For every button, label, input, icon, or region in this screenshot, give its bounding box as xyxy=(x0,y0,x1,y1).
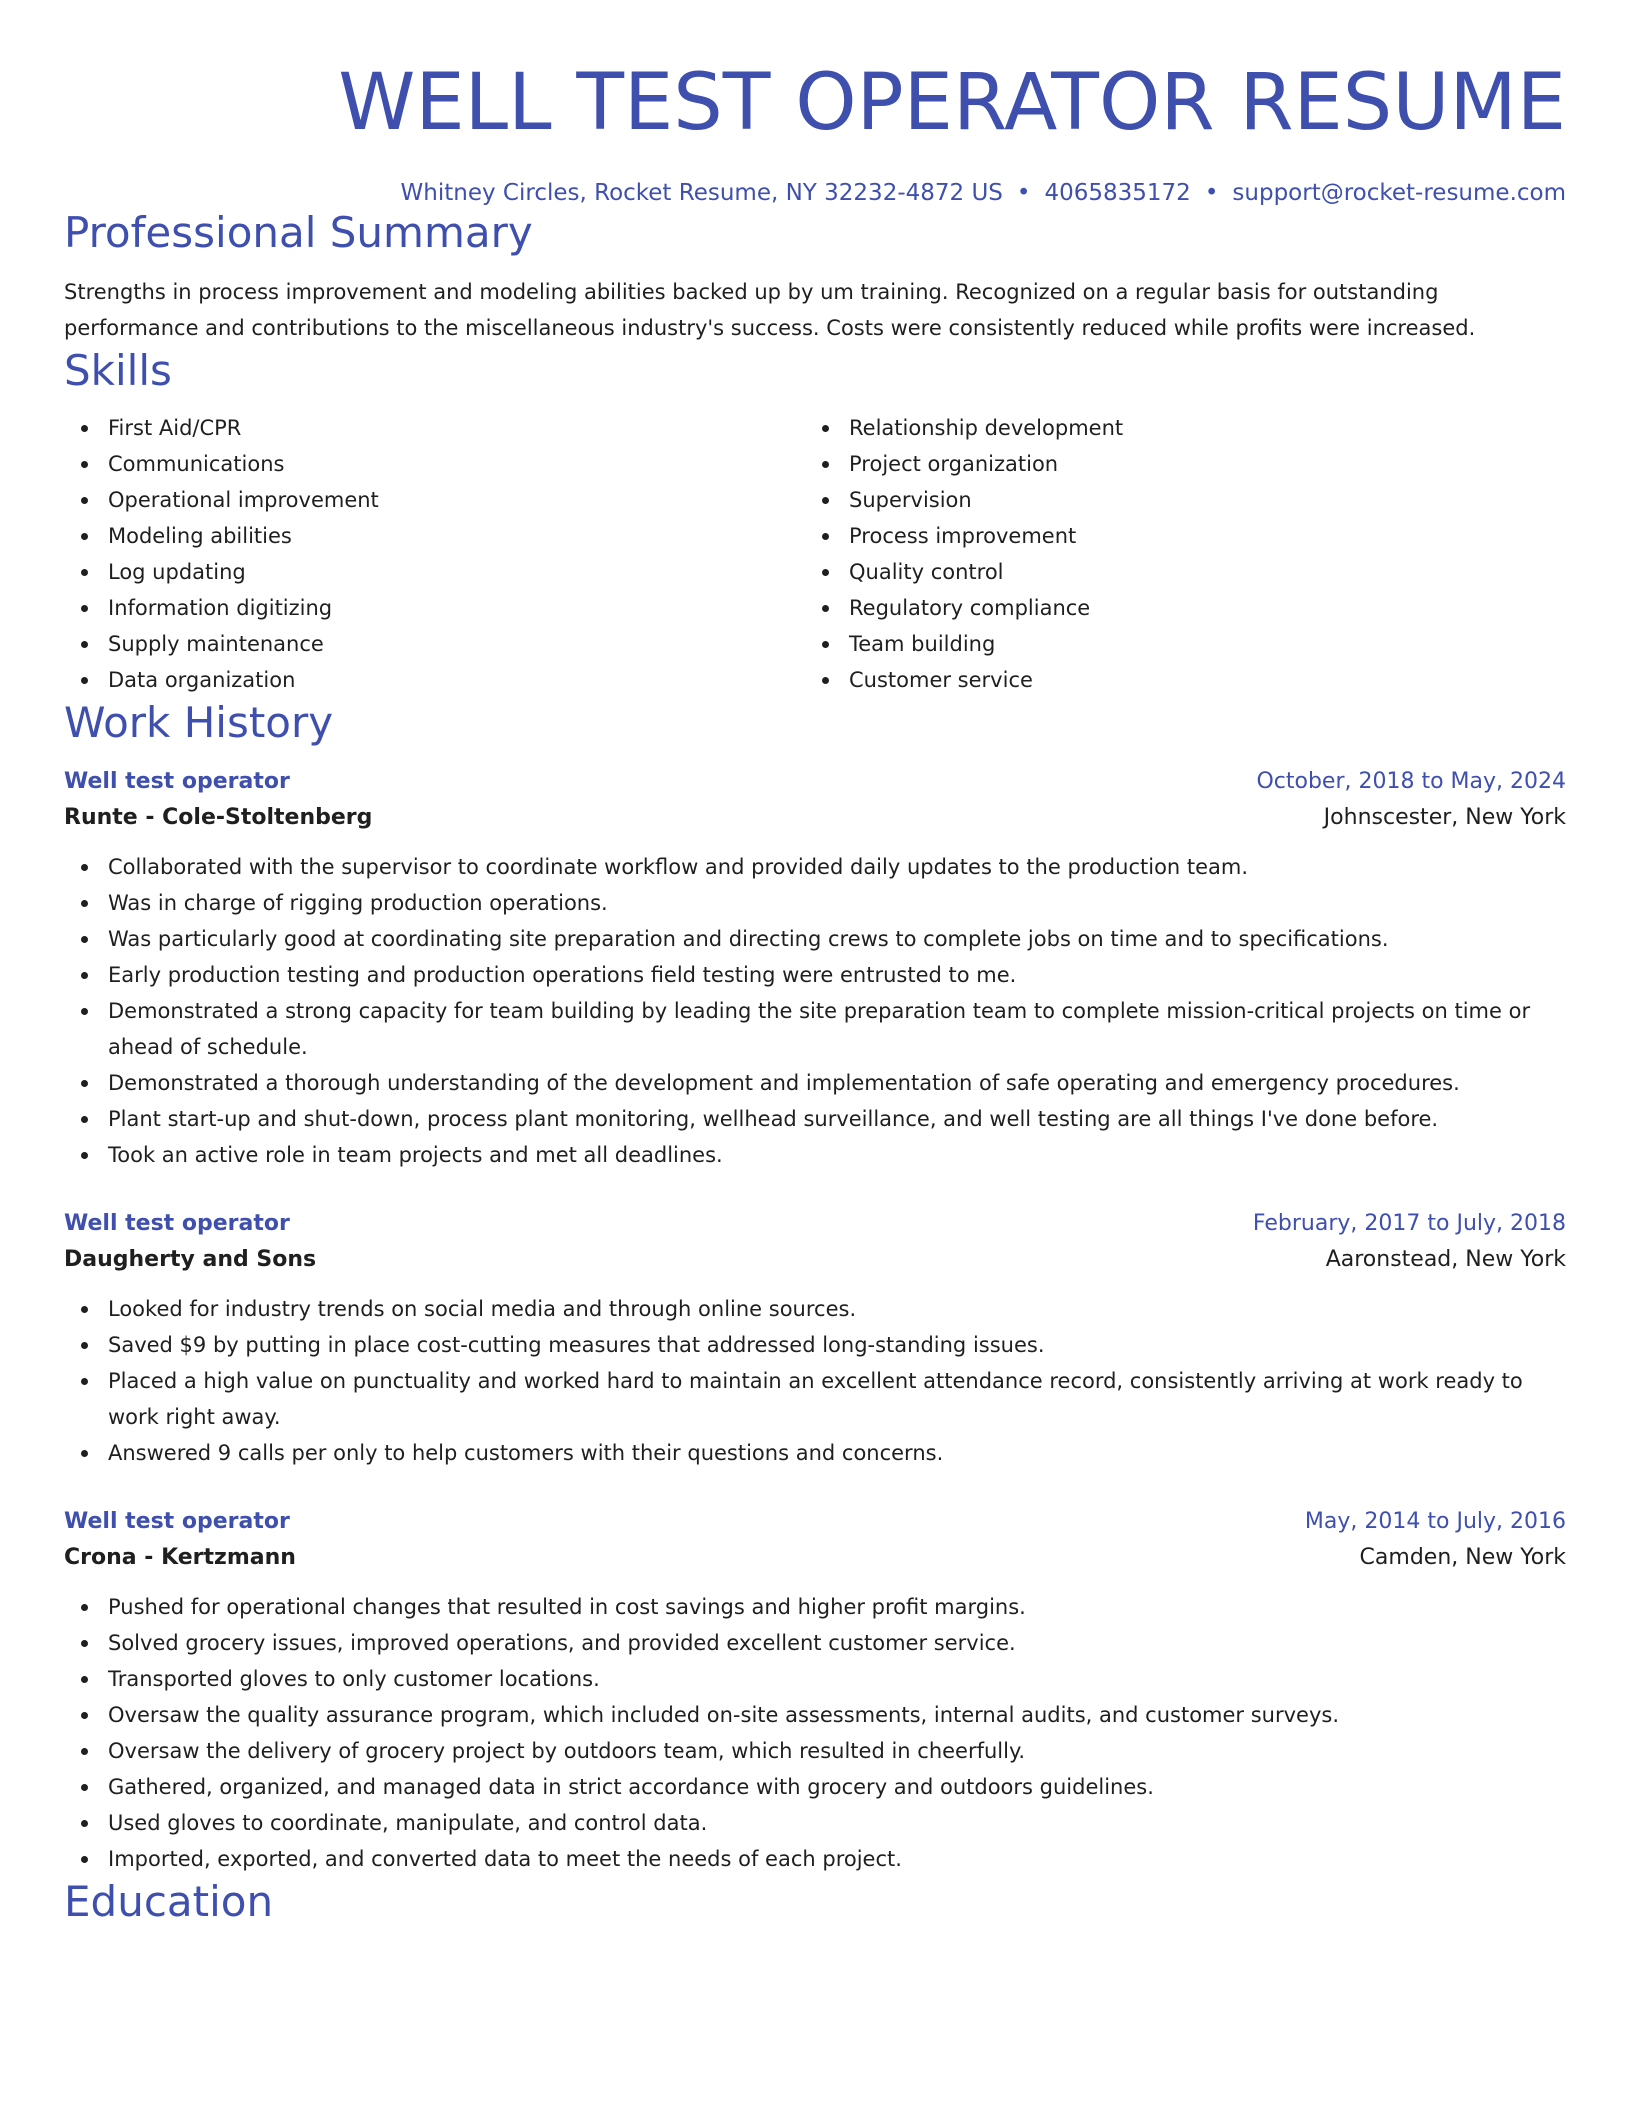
job-bullet: Solved grocery issues, improved operations, and provided excellent customer service. xyxy=(108,1625,1566,1661)
job-bullet: Saved $9 by putting in place cost-cutting measures that addressed long-standing issues. xyxy=(108,1327,1566,1363)
resume-title: WELL TEST OPERATOR RESUME xyxy=(338,58,1566,148)
job-title: Well test operator xyxy=(64,1508,290,1534)
job-bullet: Used gloves to coordinate, manipulate, and control data. xyxy=(108,1805,1566,1841)
job-bullets xyxy=(64,1291,1566,1471)
skills-list-right xyxy=(805,410,1546,698)
contact-email: support@rocket-resume.com xyxy=(1232,180,1566,206)
job-dates: May, 2014 to July, 2016 xyxy=(1304,1508,1566,1534)
job-dates: October, 2018 to May, 2024 xyxy=(1256,768,1566,794)
skill-item: Operational improvement xyxy=(108,482,805,518)
education-heading: Education xyxy=(64,1876,274,1926)
work-history-list xyxy=(64,765,1566,1877)
job-bullet: Placed a high value on punctuality and worked hard to maintain an excellent attendance record, consistently arriving at work ready to work right away. xyxy=(108,1363,1566,1435)
job-bullet: Was particularly good at coordinating site preparation and directing crews to complete jobs on time and to specifications. xyxy=(108,921,1566,957)
job-company: Crona - Kertzmann xyxy=(64,1544,296,1570)
contact-separator: • xyxy=(1204,180,1219,206)
skill-item: Regulatory compliance xyxy=(849,590,1546,626)
summary-heading: Professional Summary xyxy=(64,207,533,257)
job-title: Well test operator xyxy=(64,768,290,794)
contact-line xyxy=(64,180,1566,208)
summary-text: Strengths in process improvement and modeling abilities backed up by um training. Recognized on a regular basis for outstanding performance and contributions to the miscellaneous industry's success. Costs were consistently reduced while profits were increased. xyxy=(64,279,1476,340)
skill-item: Team building xyxy=(849,626,1546,662)
job-dates: February, 2017 to July, 2018 xyxy=(1252,1210,1566,1236)
job-bullet: Answered 9 calls per only to help customers with their questions and concerns. xyxy=(108,1435,1566,1471)
job-company-row xyxy=(64,1241,1566,1279)
skill-item: Quality control xyxy=(849,554,1546,590)
skill-item: Relationship development xyxy=(849,410,1546,446)
skill-item: Customer service xyxy=(849,662,1546,698)
skills-column-left xyxy=(64,410,805,698)
contact-address: Whitney Circles, Rocket Resume, NY 32232-4872 US xyxy=(400,180,1003,206)
job-location: Camden, New York xyxy=(1359,1544,1566,1570)
job-bullet: Early production testing and production operations field testing were entrusted to me. xyxy=(108,957,1566,993)
job-company-row xyxy=(64,1539,1566,1577)
skill-item: Data organization xyxy=(108,662,805,698)
job-bullet: Transported gloves to only customer locations. xyxy=(108,1661,1566,1697)
skills-heading: Skills xyxy=(64,345,172,395)
work-history-heading: Work History xyxy=(64,698,334,748)
job-title: Well test operator xyxy=(64,1210,290,1236)
job-title-row xyxy=(64,1505,1566,1539)
job-location: Aaronstead, New York xyxy=(1325,1246,1566,1272)
contact-separator: • xyxy=(1016,180,1031,206)
job-bullet: Pushed for operational changes that resulted in cost savings and higher profit margins. xyxy=(108,1589,1566,1625)
job-title-row xyxy=(64,765,1566,799)
skill-item: Process improvement xyxy=(849,518,1546,554)
job-bullet: Looked for industry trends on social media and through online sources. xyxy=(108,1291,1566,1327)
job-bullet: Oversaw the quality assurance program, which included on-site assessments, internal audits, and customer surveys. xyxy=(108,1697,1566,1733)
resume-page xyxy=(64,0,1566,1927)
job-bullet: Oversaw the delivery of grocery project by outdoors team, which resulted in cheerfully. xyxy=(108,1733,1566,1769)
job-bullets xyxy=(64,849,1566,1173)
job-bullet: Took an active role in team projects and met all deadlines. xyxy=(108,1137,1566,1173)
job-title-row xyxy=(64,1207,1566,1241)
skill-item: Project organization xyxy=(849,446,1546,482)
job-company: Daugherty and Sons xyxy=(64,1246,317,1272)
skill-item: Information digitizing xyxy=(108,590,805,626)
job-entry xyxy=(64,1207,1566,1471)
job-entry xyxy=(64,765,1566,1173)
contact-phone: 4065835172 xyxy=(1044,180,1191,206)
job-bullet: Imported, exported, and converted data to meet the needs of each project. xyxy=(108,1841,1566,1877)
skill-item: Log updating xyxy=(108,554,805,590)
skills-list-left xyxy=(64,410,805,698)
skill-item: Supervision xyxy=(849,482,1546,518)
job-bullet: Demonstrated a strong capacity for team building by leading the site preparation team to complete mission-critical projects on time or ahead of schedule. xyxy=(108,993,1566,1065)
job-bullet: Was in charge of rigging production operations. xyxy=(108,885,1566,921)
job-company: Runte - Cole-Stoltenberg xyxy=(64,804,373,830)
skill-item: First Aid/CPR xyxy=(108,410,805,446)
skill-item: Communications xyxy=(108,446,805,482)
skills-grid xyxy=(64,410,1566,698)
job-bullet: Plant start-up and shut-down, process plant monitoring, wellhead surveillance, and well testing are all things I've done before. xyxy=(108,1101,1566,1137)
job-bullet: Demonstrated a thorough understanding of the development and implementation of safe operating and emergency procedures. xyxy=(108,1065,1566,1101)
skill-item: Modeling abilities xyxy=(108,518,805,554)
job-company-row xyxy=(64,799,1566,837)
skill-item: Supply maintenance xyxy=(108,626,805,662)
skills-column-right xyxy=(805,410,1546,698)
job-entry xyxy=(64,1505,1566,1877)
job-bullets xyxy=(64,1589,1566,1877)
job-bullet: Collaborated with the supervisor to coordinate workflow and provided daily updates to the production team. xyxy=(108,849,1566,885)
job-location: Johnscester, New York xyxy=(1323,804,1566,830)
job-bullet: Gathered, organized, and managed data in strict accordance with grocery and outdoors guidelines. xyxy=(108,1769,1566,1805)
